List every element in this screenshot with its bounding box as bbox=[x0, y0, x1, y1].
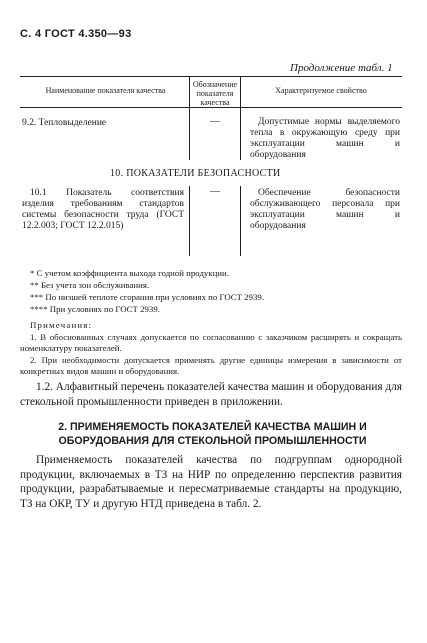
row-9-2-name: 9.2. Тепловыделение bbox=[22, 118, 107, 128]
table-top-rule bbox=[20, 76, 402, 77]
column-header-symbol: Обозначение показателя качества bbox=[192, 80, 238, 107]
page-header: С. 4 ГОСТ 4.350—93 bbox=[20, 28, 132, 40]
paragraph-2: Применяемость показателей качества по подгруппам однородной продукции, включаемых в ТЗ на НИР по определению перспектив развития продукции, разрабатываемые и пересматриваемые стандарты на продукцию, ТЗ на ОКР, ТУ и другую НТД приведена в табл. 2. bbox=[20, 454, 402, 510]
section-10-title: 10. ПОКАЗАТЕЛИ БЕЗОПАСНОСТИ bbox=[110, 168, 281, 179]
paragraph-1-2: 1.2. Алфавитный перечень показателей качества машин и оборудования для стекольной промышленности приведен в приложении. bbox=[20, 381, 402, 408]
section-2-heading: 2. ПРИМЕНЯЕМОСТЬ ПОКАЗАТЕЛЕЙ КАЧЕСТВА МАШИН И ОБОРУДОВАНИЯ ДЛЯ СТЕКОЛЬНОЙ ПРОМЫШЛЕННОСТИ bbox=[58, 421, 367, 447]
row-10-1-property: Обеспечение безопасности обслуживающего персонала при эксплуатации машин и оборудования bbox=[250, 188, 400, 231]
table-header-rule bbox=[20, 107, 402, 108]
footnote-4: **** При условиях по ГОСТ 2939. bbox=[30, 304, 160, 314]
column-divider-2-lower bbox=[240, 186, 241, 256]
note-1: 1. В обоснованных случаях допускается по согласованию с заказчиком расширять и сокращать номенклатуру показателей. bbox=[20, 332, 402, 353]
row-10-1-name: 10.1 Показатель соответствия изделия требованиям стандартов системы безопасности труда (ГОСТ 12.2.003; ГОСТ 12.2.015) bbox=[22, 188, 184, 231]
row-9-2-symbol: — bbox=[210, 116, 220, 127]
column-header-property: Характеризуемое свойство bbox=[275, 86, 367, 95]
column-divider-2 bbox=[240, 76, 241, 160]
row-9-2-property: Допустимые нормы выделяемого тепла в окружающую среду при эксплуатации машин и оборудования bbox=[250, 117, 400, 160]
note-2: 2. При необходимости допускается применять другие единицы измерения в зависимости от конкретных видов машин и оборудования. bbox=[20, 355, 402, 376]
footnote-2: ** Без учета зон обслуживания. bbox=[30, 280, 150, 290]
footnote-3: *** По низшей теплоте сгорания при условиях по ГОСТ 2939. bbox=[30, 292, 265, 302]
notes-title: Примечания: bbox=[30, 320, 93, 330]
row-10-1-symbol: — bbox=[210, 186, 220, 197]
column-header-name: Наименование показателя качества bbox=[45, 86, 166, 95]
table-continuation-label: Продолжение табл. 1 bbox=[290, 62, 393, 74]
footnote-1: * С учетом коэффициента выхода годной продукции. bbox=[30, 268, 229, 278]
